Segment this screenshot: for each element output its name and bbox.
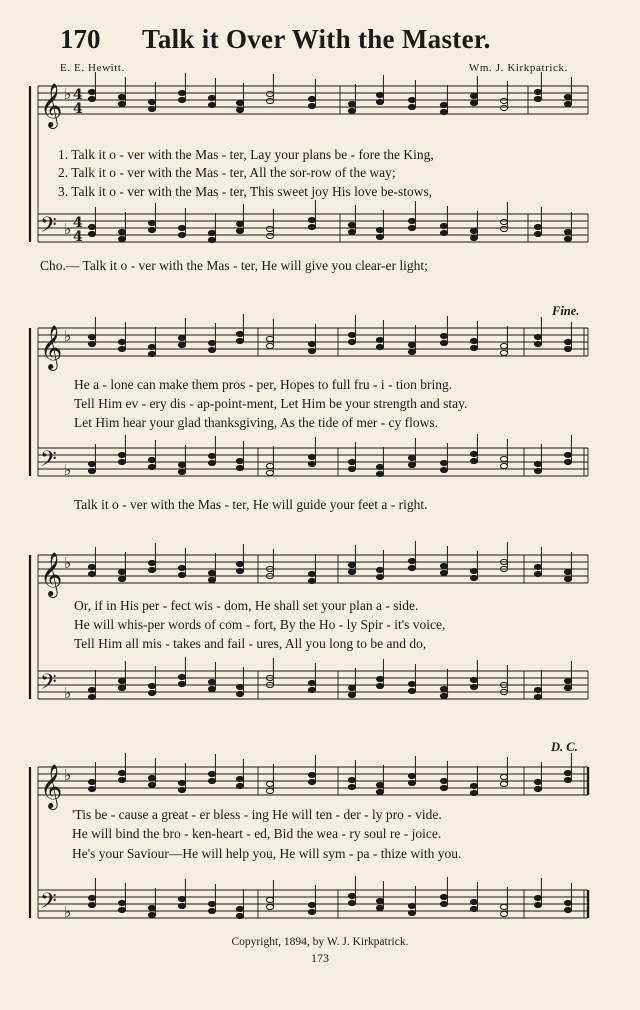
note-head xyxy=(470,790,477,795)
note-head xyxy=(178,674,185,679)
note-head xyxy=(376,344,383,349)
note-head xyxy=(148,560,155,565)
note-head xyxy=(88,468,95,473)
note-head xyxy=(500,904,507,909)
note-head xyxy=(236,561,243,566)
note-head xyxy=(236,783,243,788)
note-head xyxy=(408,558,415,563)
note-head xyxy=(534,224,541,229)
note-head xyxy=(564,900,571,905)
note-head xyxy=(348,692,355,697)
note-head xyxy=(470,899,477,904)
note-head xyxy=(236,691,243,696)
treble-clef-icon: 𝄞 xyxy=(40,325,63,369)
note-head xyxy=(440,894,447,899)
svg-text:4: 4 xyxy=(73,101,83,117)
note-head xyxy=(534,902,541,907)
note-head xyxy=(266,904,273,909)
note-head xyxy=(440,460,447,465)
note-head xyxy=(534,231,541,236)
note-head xyxy=(440,223,447,228)
note-head xyxy=(236,906,243,911)
copyright-notice: Copyright, 1894, by W. J. Kirkpatrick. xyxy=(231,936,409,948)
note-head xyxy=(266,343,273,348)
flat-key-icon: ♭ xyxy=(64,85,72,103)
note-head xyxy=(236,684,243,689)
note-head xyxy=(348,101,355,106)
note-head xyxy=(266,233,273,238)
note-head xyxy=(236,776,243,781)
note-head xyxy=(208,340,215,345)
note-head xyxy=(178,232,185,237)
note-head xyxy=(564,777,571,782)
note-head xyxy=(500,98,507,103)
note-head xyxy=(118,459,125,464)
note-head xyxy=(266,470,273,475)
note-head xyxy=(236,107,243,112)
note-head xyxy=(88,902,95,907)
note-head xyxy=(208,230,215,235)
note-head xyxy=(308,571,315,576)
note-head xyxy=(178,787,185,792)
note-head xyxy=(470,93,477,98)
note-head xyxy=(564,452,571,457)
verse-3-line-4: He's your Saviour—He will help you, He will sym - pa - thize with you. xyxy=(72,846,462,861)
note-head xyxy=(376,227,383,232)
note-head xyxy=(500,781,507,786)
note-head xyxy=(236,221,243,226)
note-head xyxy=(88,694,95,699)
note-head xyxy=(470,451,477,456)
note-head xyxy=(408,688,415,693)
note-head xyxy=(440,570,447,575)
note-head xyxy=(348,784,355,789)
note-head xyxy=(348,332,355,337)
note-head xyxy=(118,101,125,106)
note-head xyxy=(208,679,215,684)
svg-text:4: 4 xyxy=(73,87,83,103)
note-head xyxy=(408,349,415,354)
note-head xyxy=(148,220,155,225)
note-head xyxy=(376,337,383,342)
note-head xyxy=(208,347,215,352)
note-head xyxy=(440,785,447,790)
note-head xyxy=(564,236,571,241)
note-head xyxy=(348,466,355,471)
note-head xyxy=(408,565,415,570)
note-head xyxy=(408,681,415,686)
verse-3-line-3: Tell Him all mis - takes and fail - ures, All you long to be and do, xyxy=(74,636,427,651)
note-head xyxy=(118,770,125,775)
note-head xyxy=(308,680,315,685)
composer-credit: Wm. J. Kirkpatrick. xyxy=(468,62,568,74)
note-head xyxy=(208,453,215,458)
note-head xyxy=(308,103,315,108)
note-head xyxy=(148,106,155,111)
verse-2-line-4: He will bind the bro - ken-heart - ed, Bid the wea - ry soul re - joice. xyxy=(72,826,442,841)
note-head xyxy=(348,893,355,898)
note-head xyxy=(534,89,541,94)
note-head xyxy=(308,578,315,583)
note-head xyxy=(118,339,125,344)
note-head xyxy=(178,903,185,908)
note-head xyxy=(148,775,155,780)
note-head xyxy=(376,99,383,104)
verse-2-line-2: Tell Him ev - ery dis - ap-point-ment, Let Him be your strength and stay. xyxy=(74,396,468,411)
note-head xyxy=(470,458,477,463)
flat-key-icon: ♭ xyxy=(64,220,72,238)
note-head xyxy=(208,778,215,783)
note-head xyxy=(118,569,125,574)
note-head xyxy=(88,96,95,101)
note-head xyxy=(208,908,215,913)
note-head xyxy=(308,341,315,346)
note-head xyxy=(148,344,155,349)
note-head xyxy=(88,687,95,692)
note-head xyxy=(440,340,447,345)
verse-1-line-4: 'Tis be - cause a great - er bless - ing He will ten - der - ly pro - vide. xyxy=(72,807,442,822)
note-head xyxy=(266,98,273,103)
note-head xyxy=(348,562,355,567)
note-head xyxy=(178,780,185,785)
note-head xyxy=(470,677,477,682)
note-head xyxy=(118,346,125,351)
note-head xyxy=(440,467,447,472)
treble-clef-icon: 𝄞 xyxy=(40,764,63,808)
verse-1-line-1: 1. Talk it o - ver with the Mas - ter, Lay your plans be - fore the King, xyxy=(58,147,434,162)
note-head xyxy=(266,788,273,793)
note-head xyxy=(564,94,571,99)
note-head xyxy=(118,576,125,581)
note-head xyxy=(308,902,315,907)
note-head xyxy=(564,459,571,464)
note-head xyxy=(376,567,383,572)
note-head xyxy=(178,469,185,474)
note-head xyxy=(440,109,447,114)
note-head xyxy=(470,906,477,911)
note-head xyxy=(440,686,447,691)
note-head xyxy=(440,333,447,338)
hymn-title: Talk it Over With the Master. xyxy=(142,24,491,54)
note-head xyxy=(308,772,315,777)
page-number: 173 xyxy=(311,951,329,965)
note-head xyxy=(470,338,477,343)
note-head xyxy=(236,568,243,573)
note-head xyxy=(440,563,447,568)
note-head xyxy=(408,780,415,785)
note-head xyxy=(564,346,571,351)
svg-text:4: 4 xyxy=(73,229,83,245)
note-head xyxy=(148,912,155,917)
note-head xyxy=(118,452,125,457)
note-head xyxy=(348,777,355,782)
hymn-number: 170 xyxy=(60,24,101,54)
note-head xyxy=(534,571,541,576)
note-head xyxy=(118,236,125,241)
verse-2-line-1: 2. Talk it o - ver with the Mas - ter, All the sor-row of the way; xyxy=(58,165,396,180)
note-head xyxy=(178,896,185,901)
note-head xyxy=(470,568,477,573)
verse-3-line-2: Let Him hear your glad thanksgiving, As the tide of mer - cy flows. xyxy=(74,415,439,430)
note-head xyxy=(534,687,541,692)
note-head xyxy=(376,464,383,469)
chorus-line-2: Talk it o - ver with the Mas - ter, He will guide your feet a - right. xyxy=(74,497,428,512)
note-head xyxy=(266,91,273,96)
note-head xyxy=(88,341,95,346)
note-head xyxy=(178,462,185,467)
note-head xyxy=(500,343,507,348)
note-head xyxy=(236,100,243,105)
note-head xyxy=(88,895,95,900)
verse-3-line-1: 3. Talk it o - ver with the Mas - ter, This sweet joy His love be-stows, xyxy=(58,184,433,199)
note-head xyxy=(118,229,125,234)
flat-key-icon: ♭ xyxy=(64,903,72,921)
fine-mark: Fine. xyxy=(552,304,580,318)
verse-2-line-3: He will whis-per words of com - fort, By the Ho - ly Spir - it's voice, xyxy=(74,617,446,632)
note-head xyxy=(308,687,315,692)
flat-key-icon: ♭ xyxy=(64,766,72,784)
verse-1-line-2: He a - lone can make them pros - per, Hopes to full fru - i - tion bring. xyxy=(74,377,453,392)
note-head xyxy=(408,773,415,778)
note-head xyxy=(408,342,415,347)
bass-clef-icon: 𝄢 xyxy=(40,447,57,477)
note-head xyxy=(376,905,383,910)
note-head xyxy=(376,574,383,579)
note-head xyxy=(534,779,541,784)
note-head xyxy=(500,911,507,916)
note-head xyxy=(440,693,447,698)
svg-text:4: 4 xyxy=(73,215,83,231)
note-head xyxy=(308,909,315,914)
note-head xyxy=(376,782,383,787)
note-head xyxy=(408,903,415,908)
note-head xyxy=(564,339,571,344)
note-head xyxy=(148,905,155,910)
note-head xyxy=(534,564,541,569)
note-head xyxy=(440,778,447,783)
note-head xyxy=(236,331,243,336)
note-head xyxy=(236,458,243,463)
note-head xyxy=(266,463,273,468)
note-head xyxy=(148,690,155,695)
note-head xyxy=(178,681,185,686)
note-head xyxy=(564,770,571,775)
note-head xyxy=(148,782,155,787)
note-head xyxy=(236,465,243,470)
note-head xyxy=(564,907,571,912)
note-head xyxy=(148,567,155,572)
note-head xyxy=(500,463,507,468)
note-head xyxy=(348,339,355,344)
note-head xyxy=(564,576,571,581)
note-head xyxy=(178,572,185,577)
note-head xyxy=(376,92,383,97)
note-head xyxy=(534,96,541,101)
note-head xyxy=(266,781,273,786)
note-head xyxy=(564,229,571,234)
note-head xyxy=(148,457,155,462)
note-head xyxy=(266,897,273,902)
note-head xyxy=(534,786,541,791)
note-head xyxy=(118,685,125,690)
bass-clef-icon: 𝄢 xyxy=(40,213,57,243)
note-head xyxy=(178,225,185,230)
note-head xyxy=(88,461,95,466)
note-head xyxy=(208,460,215,465)
note-head xyxy=(208,95,215,100)
note-head xyxy=(236,228,243,233)
note-head xyxy=(88,334,95,339)
note-head xyxy=(534,341,541,346)
note-head xyxy=(348,569,355,574)
note-head xyxy=(148,683,155,688)
note-head xyxy=(88,89,95,94)
note-head xyxy=(500,226,507,231)
flat-key-icon: ♭ xyxy=(64,684,72,702)
note-head xyxy=(408,97,415,102)
note-head xyxy=(208,901,215,906)
note-head xyxy=(500,774,507,779)
note-head xyxy=(470,100,477,105)
da-capo-mark: D. C. xyxy=(551,740,578,754)
note-head xyxy=(118,94,125,99)
note-head xyxy=(534,468,541,473)
note-head xyxy=(470,783,477,788)
bass-clef-icon: 𝄢 xyxy=(40,889,57,919)
note-head xyxy=(88,779,95,784)
note-head xyxy=(408,225,415,230)
note-head xyxy=(208,771,215,776)
note-head xyxy=(178,335,185,340)
note-head xyxy=(208,237,215,242)
note-head xyxy=(236,913,243,918)
bass-clef-icon: 𝄢 xyxy=(40,670,57,700)
note-head xyxy=(208,577,215,582)
note-head xyxy=(308,779,315,784)
note-head xyxy=(470,575,477,580)
note-head xyxy=(148,351,155,356)
note-head xyxy=(266,226,273,231)
note-head xyxy=(534,895,541,900)
note-head xyxy=(118,900,125,905)
note-head xyxy=(408,218,415,223)
flat-key-icon: ♭ xyxy=(64,327,72,345)
note-head xyxy=(534,461,541,466)
note-head xyxy=(440,901,447,906)
note-head xyxy=(208,102,215,107)
note-head xyxy=(208,570,215,575)
note-head xyxy=(266,336,273,341)
note-head xyxy=(178,565,185,570)
chorus-line-1: Cho.— Talk it o - ver with the Mas - ter, He will give you clear-er light; xyxy=(40,258,428,273)
note-head xyxy=(408,910,415,915)
treble-clef-icon: 𝄞 xyxy=(40,83,63,127)
note-head xyxy=(440,102,447,107)
note-head xyxy=(308,348,315,353)
note-head xyxy=(148,464,155,469)
note-head xyxy=(564,685,571,690)
note-head xyxy=(408,104,415,109)
note-head xyxy=(308,96,315,101)
note-head xyxy=(470,235,477,240)
note-head xyxy=(308,461,315,466)
note-head xyxy=(148,99,155,104)
note-head xyxy=(500,350,507,355)
note-head xyxy=(88,564,95,569)
note-head xyxy=(376,898,383,903)
note-head xyxy=(376,683,383,688)
note-head xyxy=(348,685,355,690)
note-head xyxy=(408,455,415,460)
note-head xyxy=(564,569,571,574)
note-head xyxy=(178,342,185,347)
note-head xyxy=(408,462,415,467)
treble-clef-icon: 𝄞 xyxy=(40,552,63,596)
note-head xyxy=(376,234,383,239)
note-head xyxy=(118,907,125,912)
note-head xyxy=(308,224,315,229)
flat-key-icon: ♭ xyxy=(64,461,72,479)
note-head xyxy=(88,786,95,791)
note-head xyxy=(564,101,571,106)
note-head xyxy=(118,678,125,683)
note-head xyxy=(500,105,507,110)
note-head xyxy=(534,694,541,699)
note-head xyxy=(440,230,447,235)
note-head xyxy=(376,789,383,794)
note-head xyxy=(348,459,355,464)
note-head xyxy=(348,229,355,234)
note-head xyxy=(178,90,185,95)
note-head xyxy=(178,97,185,102)
note-head xyxy=(470,684,477,689)
note-head xyxy=(376,676,383,681)
note-head xyxy=(348,108,355,113)
note-head xyxy=(148,227,155,232)
note-head xyxy=(88,231,95,236)
note-head xyxy=(470,228,477,233)
note-head xyxy=(88,224,95,229)
author-credit: E. E. Hewitt. xyxy=(60,62,125,74)
note-head xyxy=(376,471,383,476)
note-head xyxy=(500,456,507,461)
note-head xyxy=(88,571,95,576)
note-head xyxy=(308,217,315,222)
note-head xyxy=(470,345,477,350)
verse-1-line-3: Or, if in His per - fect wis - dom, He shall set your plan a - side. xyxy=(74,598,419,613)
note-head xyxy=(564,678,571,683)
note-head xyxy=(208,686,215,691)
note-head xyxy=(348,900,355,905)
note-head xyxy=(348,222,355,227)
note-head xyxy=(308,454,315,459)
note-head xyxy=(118,777,125,782)
flat-key-icon: ♭ xyxy=(64,554,72,572)
note-head xyxy=(534,334,541,339)
note-head xyxy=(236,338,243,343)
note-head xyxy=(500,219,507,224)
